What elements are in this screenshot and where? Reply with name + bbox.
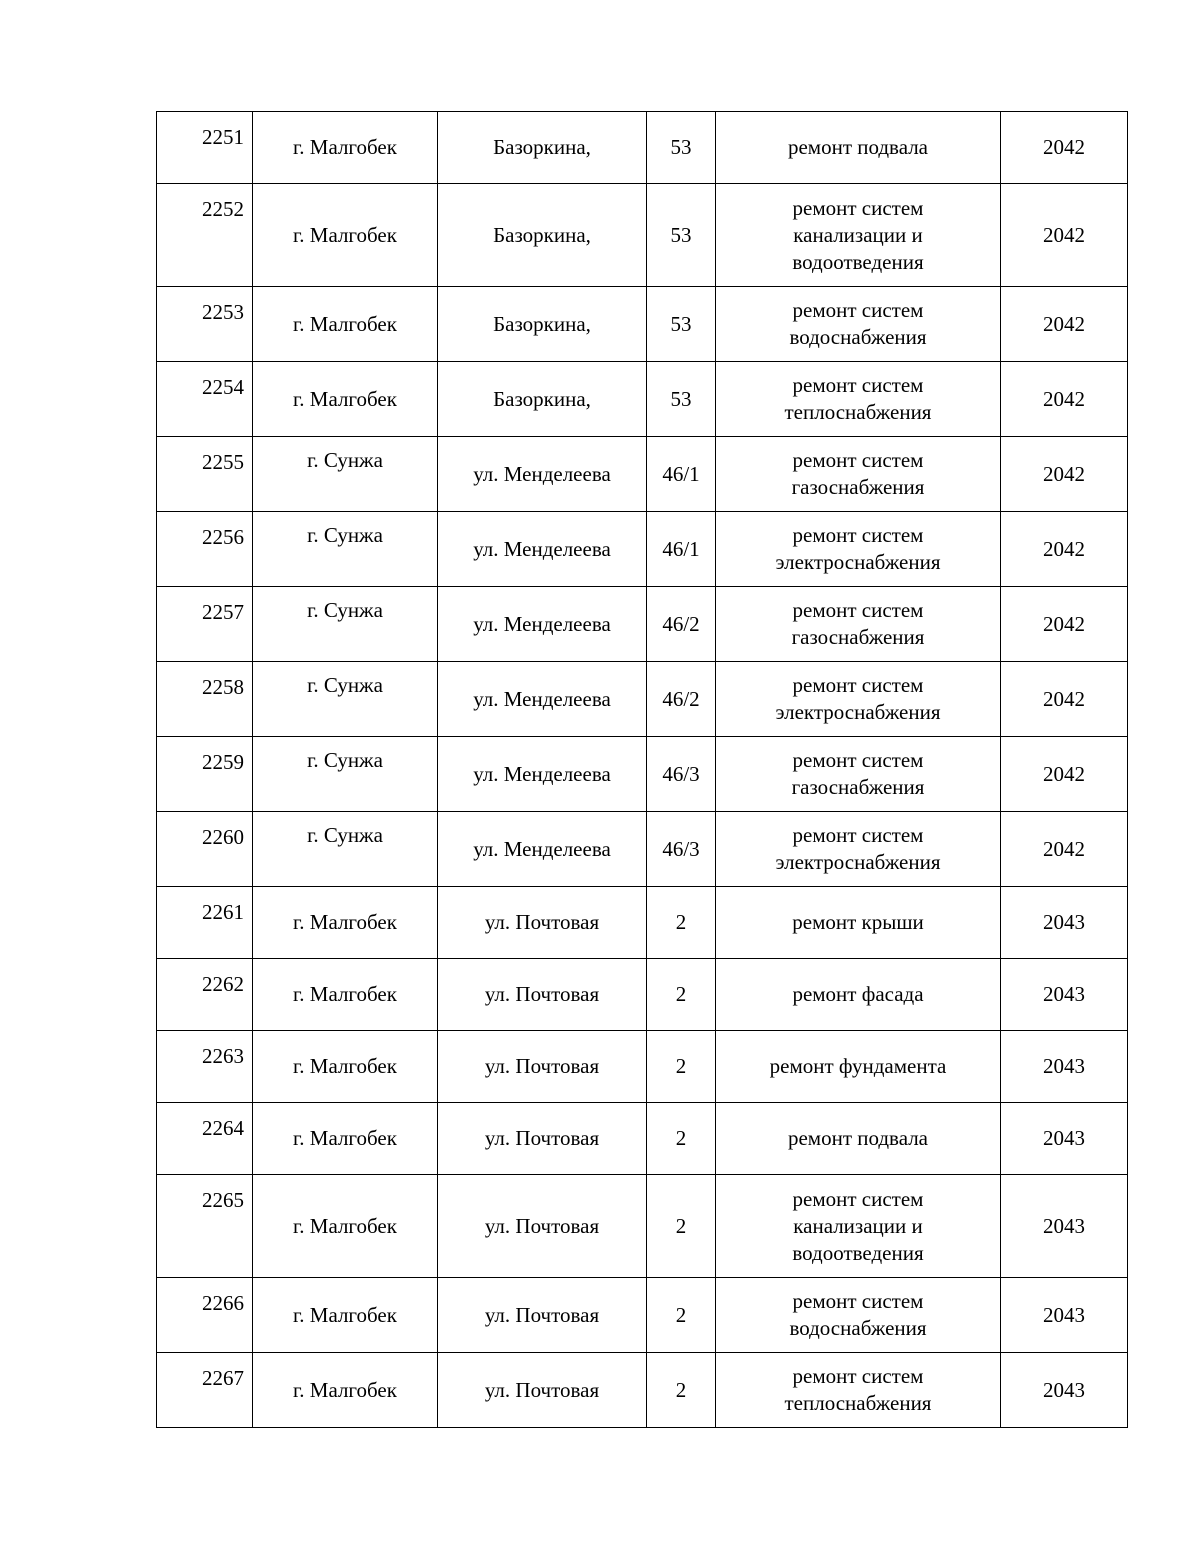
work-type-cell bbox=[716, 662, 1001, 737]
row-number: 2256 bbox=[157, 512, 253, 587]
table-row bbox=[157, 662, 1128, 737]
work-type-text: ремонт систем теплоснабжения bbox=[784, 1364, 932, 1415]
row-number: 2254 bbox=[157, 362, 253, 437]
city-cell: г. Малгобек bbox=[253, 112, 438, 184]
street-cell: ул. Менделеева bbox=[438, 662, 647, 737]
year-cell: 2042 bbox=[1001, 184, 1128, 287]
street-cell: ул. Менделеева bbox=[438, 437, 647, 512]
work-type-text: ремонт систем электроснабжения bbox=[775, 823, 941, 874]
row-number: 2258 bbox=[157, 662, 253, 737]
table-row bbox=[157, 959, 1128, 1031]
work-type-cell bbox=[716, 1175, 1001, 1278]
work-type-text: ремонт систем канализации и водоотведения bbox=[792, 195, 924, 274]
work-type-cell bbox=[716, 1031, 1001, 1103]
house-cell: 46/1 bbox=[647, 437, 716, 512]
street-cell: Базоркина, bbox=[438, 112, 647, 184]
table-row bbox=[157, 437, 1128, 512]
table-row bbox=[157, 184, 1128, 287]
city-cell: г. Сунжа bbox=[253, 437, 438, 512]
row-number: 2260 bbox=[157, 812, 253, 887]
year-cell: 2043 bbox=[1001, 1175, 1128, 1278]
table-row bbox=[157, 812, 1128, 887]
row-number: 2255 bbox=[157, 437, 253, 512]
house-cell: 2 bbox=[647, 959, 716, 1031]
work-type-cell bbox=[716, 362, 1001, 437]
house-cell: 53 bbox=[647, 184, 716, 287]
table-body bbox=[157, 112, 1128, 1428]
city-cell: г. Малгобек bbox=[253, 1031, 438, 1103]
table-row bbox=[157, 1175, 1128, 1278]
year-cell: 2043 bbox=[1001, 1278, 1128, 1353]
house-cell: 2 bbox=[647, 887, 716, 959]
year-cell: 2042 bbox=[1001, 812, 1128, 887]
repair-schedule-table bbox=[156, 111, 1128, 1428]
street-cell: Базоркина, bbox=[438, 362, 647, 437]
work-type-text: ремонт фундамента bbox=[769, 1054, 947, 1078]
street-cell: ул. Почтовая bbox=[438, 1278, 647, 1353]
work-type-text: ремонт крыши bbox=[792, 910, 924, 934]
row-number: 2263 bbox=[157, 1031, 253, 1103]
work-type-cell bbox=[716, 587, 1001, 662]
street-cell: ул. Менделеева bbox=[438, 587, 647, 662]
city-cell: г. Малгобек bbox=[253, 1175, 438, 1278]
work-type-cell bbox=[716, 887, 1001, 959]
city-cell: г. Малгобек bbox=[253, 1103, 438, 1175]
street-cell: ул. Почтовая bbox=[438, 959, 647, 1031]
city-cell: г. Сунжа bbox=[253, 512, 438, 587]
year-cell: 2042 bbox=[1001, 662, 1128, 737]
work-type-text: ремонт систем канализации и водоотведения bbox=[792, 1186, 924, 1265]
work-type-cell bbox=[716, 112, 1001, 184]
work-type-cell bbox=[716, 437, 1001, 512]
row-number: 2267 bbox=[157, 1353, 253, 1428]
house-cell: 46/3 bbox=[647, 812, 716, 887]
city-cell: г. Сунжа bbox=[253, 587, 438, 662]
table-row bbox=[157, 1353, 1128, 1428]
year-cell: 2043 bbox=[1001, 887, 1128, 959]
row-number: 2265 bbox=[157, 1175, 253, 1278]
work-type-cell bbox=[716, 812, 1001, 887]
house-cell: 46/2 bbox=[647, 587, 716, 662]
year-cell: 2043 bbox=[1001, 959, 1128, 1031]
street-cell: ул. Менделеева bbox=[438, 737, 647, 812]
work-type-text: ремонт систем водоснабжения bbox=[789, 298, 927, 349]
table-row bbox=[157, 587, 1128, 662]
city-cell: г. Сунжа bbox=[253, 662, 438, 737]
work-type-cell bbox=[716, 287, 1001, 362]
table-row bbox=[157, 1278, 1128, 1353]
row-number: 2266 bbox=[157, 1278, 253, 1353]
work-type-cell bbox=[716, 184, 1001, 287]
work-type-text: ремонт систем электроснабжения bbox=[775, 673, 941, 724]
city-cell: г. Сунжа bbox=[253, 812, 438, 887]
work-type-cell bbox=[716, 1278, 1001, 1353]
table-row bbox=[157, 1031, 1128, 1103]
work-type-text: ремонт фасада bbox=[792, 982, 924, 1006]
row-number: 2257 bbox=[157, 587, 253, 662]
table-row bbox=[157, 737, 1128, 812]
street-cell: Базоркина, bbox=[438, 287, 647, 362]
house-cell: 53 bbox=[647, 112, 716, 184]
year-cell: 2042 bbox=[1001, 587, 1128, 662]
street-cell: ул. Почтовая bbox=[438, 1031, 647, 1103]
year-cell: 2042 bbox=[1001, 737, 1128, 812]
work-type-text: ремонт систем водоснабжения bbox=[789, 1289, 927, 1340]
year-cell: 2042 bbox=[1001, 437, 1128, 512]
year-cell: 2043 bbox=[1001, 1353, 1128, 1428]
work-type-text: ремонт подвала bbox=[787, 135, 929, 159]
city-cell: г. Малгобек bbox=[253, 1278, 438, 1353]
house-cell: 2 bbox=[647, 1031, 716, 1103]
house-cell: 46/3 bbox=[647, 737, 716, 812]
work-type-text: ремонт систем теплоснабжения bbox=[784, 373, 932, 424]
street-cell: ул. Почтовая bbox=[438, 1103, 647, 1175]
work-type-text: ремонт подвала bbox=[787, 1126, 929, 1150]
row-number: 2253 bbox=[157, 287, 253, 362]
city-cell: г. Малгобек bbox=[253, 1353, 438, 1428]
work-type-text: ремонт систем газоснабжения bbox=[791, 598, 925, 649]
city-cell: г. Малгобек bbox=[253, 362, 438, 437]
work-type-cell bbox=[716, 512, 1001, 587]
year-cell: 2042 bbox=[1001, 512, 1128, 587]
city-cell: г. Малгобек bbox=[253, 959, 438, 1031]
table-row bbox=[157, 512, 1128, 587]
row-number: 2262 bbox=[157, 959, 253, 1031]
city-cell: г. Сунжа bbox=[253, 737, 438, 812]
work-type-cell bbox=[716, 959, 1001, 1031]
house-cell: 2 bbox=[647, 1278, 716, 1353]
row-number: 2264 bbox=[157, 1103, 253, 1175]
house-cell: 2 bbox=[647, 1175, 716, 1278]
year-cell: 2043 bbox=[1001, 1103, 1128, 1175]
row-number: 2261 bbox=[157, 887, 253, 959]
house-cell: 2 bbox=[647, 1353, 716, 1428]
city-cell: г. Малгобек bbox=[253, 184, 438, 287]
year-cell: 2042 bbox=[1001, 362, 1128, 437]
table-row bbox=[157, 112, 1128, 184]
year-cell: 2042 bbox=[1001, 287, 1128, 362]
street-cell: ул. Почтовая bbox=[438, 887, 647, 959]
city-cell: г. Малгобек bbox=[253, 887, 438, 959]
work-type-text: ремонт систем газоснабжения bbox=[791, 448, 925, 499]
house-cell: 2 bbox=[647, 1103, 716, 1175]
street-cell: Базоркина, bbox=[438, 184, 647, 287]
table-row bbox=[157, 887, 1128, 959]
row-number: 2259 bbox=[157, 737, 253, 812]
street-cell: ул. Менделеева bbox=[438, 512, 647, 587]
house-cell: 46/1 bbox=[647, 512, 716, 587]
work-type-cell bbox=[716, 1103, 1001, 1175]
house-cell: 46/2 bbox=[647, 662, 716, 737]
street-cell: ул. Почтовая bbox=[438, 1353, 647, 1428]
row-number: 2252 bbox=[157, 184, 253, 287]
row-number: 2251 bbox=[157, 112, 253, 184]
street-cell: ул. Почтовая bbox=[438, 1175, 647, 1278]
table-row bbox=[157, 362, 1128, 437]
work-type-cell bbox=[716, 737, 1001, 812]
year-cell: 2043 bbox=[1001, 1031, 1128, 1103]
work-type-cell bbox=[716, 1353, 1001, 1428]
work-type-text: ремонт систем газоснабжения bbox=[791, 748, 925, 799]
city-cell: г. Малгобек bbox=[253, 287, 438, 362]
table-row bbox=[157, 1103, 1128, 1175]
house-cell: 53 bbox=[647, 287, 716, 362]
street-cell: ул. Менделеева bbox=[438, 812, 647, 887]
year-cell: 2042 bbox=[1001, 112, 1128, 184]
house-cell: 53 bbox=[647, 362, 716, 437]
work-type-text: ремонт систем электроснабжения bbox=[775, 523, 941, 574]
table-row bbox=[157, 287, 1128, 362]
